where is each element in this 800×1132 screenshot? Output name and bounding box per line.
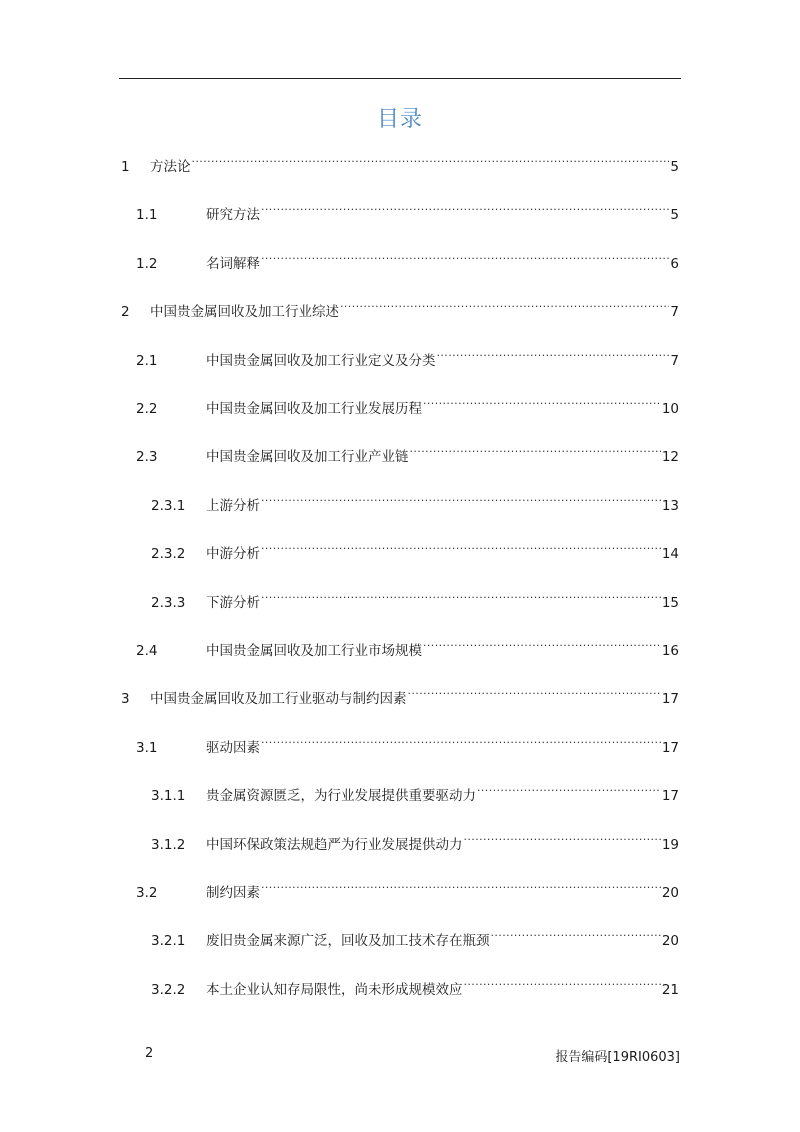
toc-entry[interactable]	[151, 490, 679, 514]
toc-entry-number: 3.1.2	[151, 837, 186, 853]
toc-entry-title: 中国贵金属回收及加工行业定义及分类	[206, 353, 436, 369]
toc-entry-number: 2	[121, 304, 130, 320]
toc-entry[interactable]	[136, 345, 679, 369]
toc-dot-leader	[192, 151, 670, 171]
toc-entry-title: 研究方法	[206, 207, 260, 223]
toc-entry-number: 1.1	[136, 207, 158, 223]
toc-dot-leader	[464, 829, 661, 849]
toc-entry-page: 17	[661, 691, 679, 707]
toc-entry-title: 制约因素	[206, 885, 260, 901]
toc-entry-page: 17	[661, 740, 679, 756]
toc-dot-leader	[261, 877, 661, 897]
toc-dot-leader	[437, 345, 670, 365]
toc-entry-number: 2.2	[136, 401, 158, 417]
toc-entry-page: 5	[670, 159, 679, 175]
toc-entry-page: 16	[661, 643, 679, 659]
toc-dot-leader	[261, 248, 669, 268]
toc-entry-number: 3.2.1	[151, 933, 186, 949]
toc-entry-page: 5	[670, 207, 679, 223]
toc-dot-leader	[423, 635, 661, 655]
toc-dot-leader	[464, 974, 661, 994]
toc-dot-leader	[261, 587, 661, 607]
toc-entry-title: 名词解释	[206, 256, 260, 272]
toc-entry-title: 驱动因素	[206, 740, 260, 756]
toc-entry[interactable]	[151, 829, 679, 853]
toc-entry[interactable]	[151, 538, 679, 562]
toc-entry[interactable]	[136, 393, 679, 417]
toc-entry-title: 中国贵金属回收及加工行业市场规模	[206, 643, 422, 659]
toc-entry-page: 21	[661, 982, 679, 998]
toc-entry-title: 下游分析	[206, 595, 260, 611]
toc-entry[interactable]	[136, 199, 679, 223]
toc-entry-page: 12	[661, 449, 679, 465]
toc-entry-page: 7	[670, 304, 679, 320]
toc-entry-number: 3.2	[136, 885, 158, 901]
toc-entry-number: 3	[121, 691, 130, 707]
toc-entry-title: 方法论	[150, 159, 191, 175]
footer-report-code: 报告编码[19RI0603]	[555, 1050, 680, 1065]
toc-entry[interactable]	[151, 925, 679, 949]
toc-dot-leader	[340, 296, 669, 316]
toc-dot-leader	[410, 441, 661, 461]
toc-entry-title: 中国贵金属回收及加工行业综述	[150, 304, 339, 320]
toc-entry-page: 20	[661, 885, 679, 901]
toc-entry-title: 中国贵金属回收及加工行业发展历程	[206, 401, 422, 417]
toc-entry-title: 中国贵金属回收及加工行业驱动与制约因素	[150, 691, 407, 707]
toc-entry-number: 1.2	[136, 256, 158, 272]
toc-dot-leader	[408, 683, 661, 703]
toc-entry-title: 本土企业认知存局限性，尚未形成规模效应	[206, 982, 463, 998]
toc-entry[interactable]	[151, 780, 679, 804]
toc-entry-page: 14	[661, 546, 679, 562]
toc-dot-leader	[261, 490, 661, 510]
toc-entry[interactable]	[136, 248, 679, 272]
toc-entry[interactable]	[136, 877, 679, 901]
toc-entry[interactable]	[121, 683, 679, 707]
toc-entry-page: 15	[661, 595, 679, 611]
toc-entry-number: 3.1.1	[151, 788, 186, 804]
toc-entry-number: 3.1	[136, 740, 158, 756]
toc-dot-leader	[491, 925, 661, 945]
toc-entry[interactable]	[136, 635, 679, 659]
toc-dot-leader	[261, 538, 661, 558]
toc-entry-number: 2.3.1	[151, 498, 186, 514]
toc-entry-title: 中国环保政策法规趋严为行业发展提供动力	[206, 837, 463, 853]
toc-title: 目录	[376, 107, 423, 132]
toc-entry[interactable]	[121, 296, 679, 320]
toc-entry-number: 1	[121, 159, 130, 175]
toc-entry-page: 19	[661, 837, 679, 853]
toc-entry[interactable]	[136, 441, 679, 465]
toc-entry-title: 上游分析	[206, 498, 260, 514]
toc-entry-title: 贵金属资源匮乏，为行业发展提供重要驱动力	[206, 788, 476, 804]
toc-dot-leader	[261, 199, 669, 219]
toc-entry-page: 6	[670, 256, 679, 272]
toc-entry[interactable]	[151, 587, 679, 611]
toc-entry-page: 13	[661, 498, 679, 514]
toc-entry-page: 7	[670, 353, 679, 369]
footer-page-number: 2	[145, 1046, 154, 1061]
toc-dot-leader	[477, 780, 661, 800]
toc-entry[interactable]	[151, 974, 679, 998]
toc-entry-number: 2.4	[136, 643, 158, 659]
toc-entry-page: 20	[661, 933, 679, 949]
toc-entry-number: 2.3.2	[151, 546, 186, 562]
toc-dot-leader	[261, 732, 661, 752]
toc-entry-number: 2.3	[136, 449, 158, 465]
toc-entry-page: 17	[661, 788, 679, 804]
toc-entry-number: 3.2.2	[151, 982, 186, 998]
toc-dot-leader	[423, 393, 661, 413]
toc-entry-title: 中国贵金属回收及加工行业产业链	[206, 449, 409, 465]
toc-entry-title: 中游分析	[206, 546, 260, 562]
toc-entry-title: 废旧贵金属来源广泛，回收及加工技术存在瓶颈	[206, 933, 490, 949]
toc-entry-page: 10	[661, 401, 679, 417]
toc-entry-number: 2.3.3	[151, 595, 186, 611]
toc-entry[interactable]	[121, 151, 679, 175]
toc-entry[interactable]	[136, 732, 679, 756]
toc-entry-number: 2.1	[136, 353, 158, 369]
